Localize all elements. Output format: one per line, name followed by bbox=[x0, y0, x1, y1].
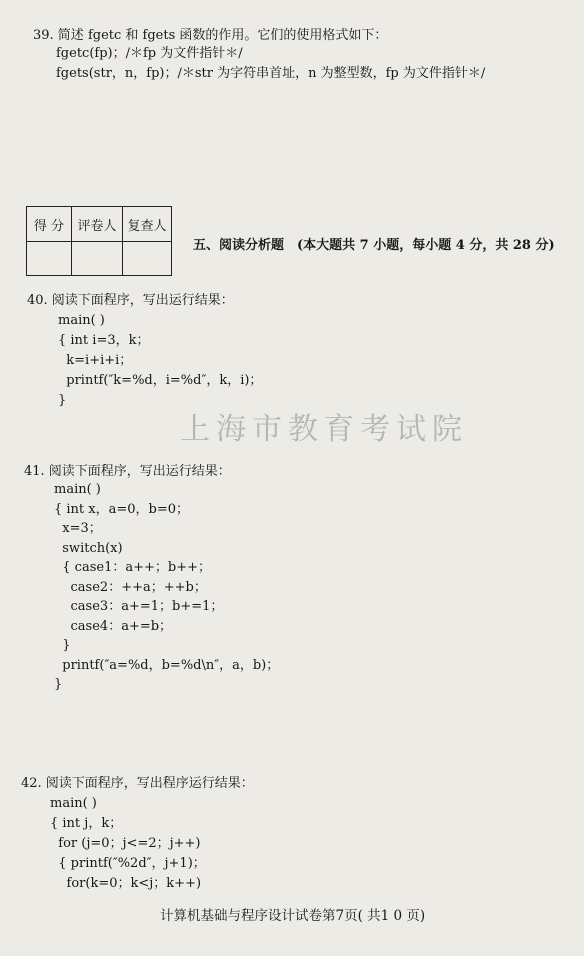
reviewer-header: 复查人 bbox=[123, 207, 172, 242]
q41-code-line: main( ) bbox=[54, 482, 101, 497]
q41-code-line: switch(x) bbox=[54, 541, 123, 556]
reviewer-cell bbox=[123, 242, 172, 276]
score-table bbox=[26, 206, 172, 276]
score-header: 得 分 bbox=[27, 207, 72, 242]
q42-code-line: main( ) bbox=[50, 796, 97, 811]
score-cell bbox=[27, 242, 72, 276]
grader-header: 评卷人 bbox=[72, 207, 123, 242]
q41-code-line: case3：a+=1；b+=1； bbox=[54, 599, 224, 614]
page-footer: 计算机基础与程序设计试卷第7页( 共1 0 页) bbox=[160, 908, 426, 924]
watermark: 上海市教育考试院 bbox=[180, 412, 468, 447]
q42-code-line: { int j，k； bbox=[50, 816, 123, 831]
q41-code-line: } bbox=[54, 677, 63, 692]
q41-prompt: 41. 阅读下面程序，写出运行结果： bbox=[24, 464, 231, 479]
q40-code-line: k=i+i+i； bbox=[58, 353, 133, 368]
q39-fgets-format: fgets(str，n，fp)；/＊str 为字符串首址，n 为整型数，fp 为文件指针＊/ bbox=[56, 66, 486, 81]
q42-prompt: 42. 阅读下面程序，写出程序运行结果： bbox=[21, 776, 254, 791]
q41-code-line: printf(″a=%d，b=%d\n″，a，b)； bbox=[54, 658, 280, 673]
q41-code-line: } bbox=[54, 638, 71, 653]
grader-cell bbox=[72, 242, 123, 276]
section-title: 五、阅读分析题 (本大题共 7 小题，每小题 4 分，共 28 分) bbox=[193, 238, 555, 253]
q40-code-line: } bbox=[58, 393, 67, 408]
q41-code-line: { case1：a++；b++； bbox=[54, 560, 211, 575]
q41-code-line: case2：++a；++b； bbox=[54, 580, 207, 595]
q40-code-line: { int i=3，k； bbox=[58, 333, 150, 348]
q42-code-line: { printf(″%2d″，j+1)； bbox=[50, 856, 206, 871]
q39-fgetc-format: fgetc(fp)；/＊fp 为文件指针＊/ bbox=[56, 46, 243, 61]
q41-code-line: case4：a+=b； bbox=[54, 619, 173, 634]
q41-code-line: x=3； bbox=[54, 521, 102, 536]
q42-code-line: for(k=0；k<j；k++) bbox=[50, 876, 202, 891]
q40-prompt: 40. 阅读下面程序，写出运行结果： bbox=[27, 293, 234, 308]
q42-code-line: for (j=0；j<=2；j++) bbox=[50, 836, 201, 851]
q41-code-line: { int x，a=0，b=0； bbox=[54, 502, 190, 517]
q39-prompt: 39. 简述 fgetc 和 fgets 函数的作用。它们的使用格式如下： bbox=[33, 28, 388, 43]
q40-code-line: main( ) bbox=[58, 313, 105, 328]
q40-code-line: printf(″k=%d，i=%d″，k，i)； bbox=[58, 373, 263, 388]
